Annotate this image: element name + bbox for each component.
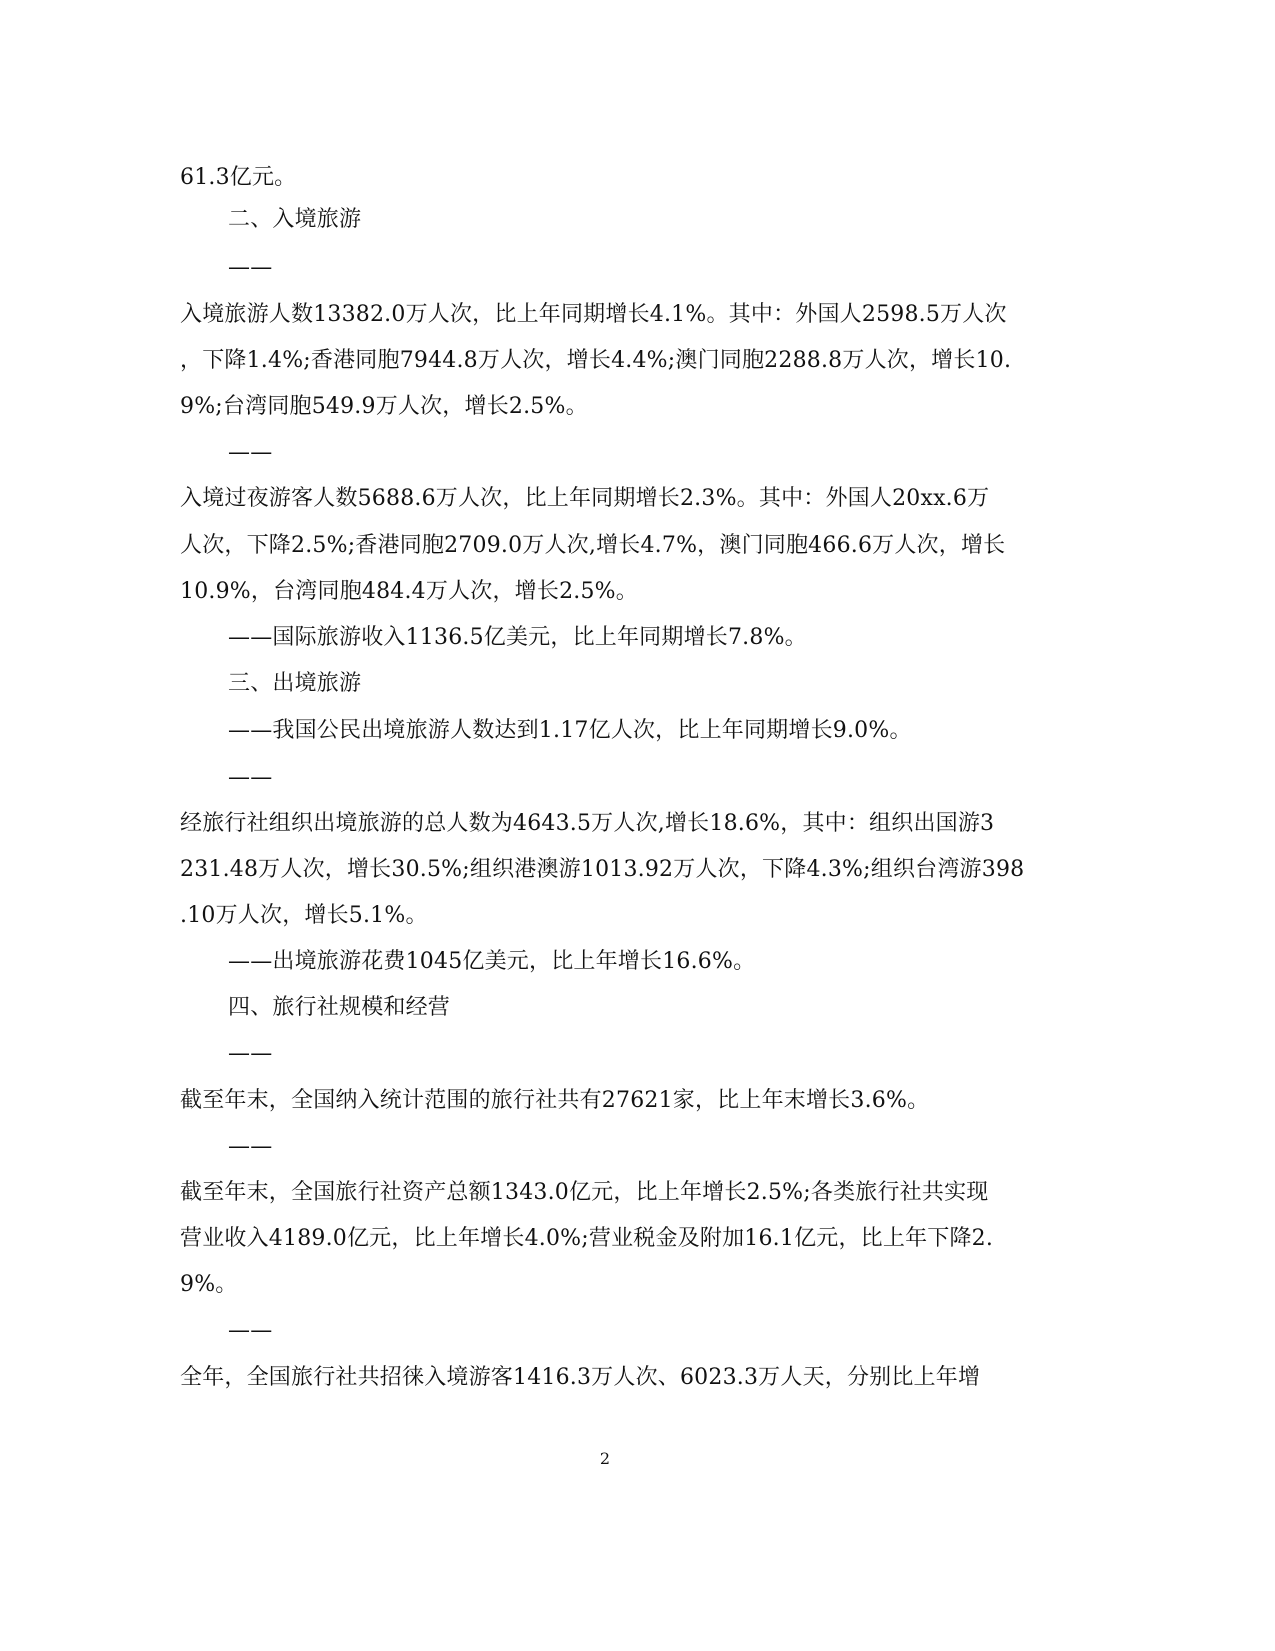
paragraph-line: 截至年末，全国旅行社资产总额1343.0亿元，比上年增长2.5%;各类旅行社共实现 [180, 1180, 989, 1205]
dash-marker: —— [228, 255, 273, 280]
paragraph-line: ——国际旅游收入1136.5亿美元，比上年同期增长7.8%。 [228, 625, 807, 650]
dash-marker: —— [228, 440, 273, 465]
paragraph-line: 231.48万人次，增长30.5%;组织港澳游1013.92万人次，下降4.3%;组织台湾游398 [180, 857, 1025, 882]
paragraph-line: 人次，下降2.5%;香港同胞2709.0万人次,增长4.7%，澳门同胞466.6万人次，增长 [180, 533, 1006, 558]
paragraph-line: ，下降1.4%;香港同胞7944.8万人次，增长4.4%;澳门同胞2288.8万人次，增长10. [180, 348, 1012, 373]
paragraph-line: 入境过夜游客人数5688.6万人次，比上年同期增长2.3%。其中：外国人20xx.6万 [180, 486, 990, 511]
paragraph-line: .10万人次，增长5.1%。 [180, 903, 428, 928]
section-heading: 三、出境旅游 [228, 671, 362, 696]
paragraph-line: 全年，全国旅行社共招徕入境游客1416.3万人次、6023.3万人天，分别比上年增 [180, 1365, 981, 1390]
dash-marker: —— [228, 1318, 273, 1343]
paragraph-line: ——出境旅游花费1045亿美元，比上年增长16.6%。 [228, 949, 756, 974]
dash-marker: —— [228, 1134, 273, 1159]
dash-marker: —— [228, 765, 273, 790]
paragraph-line: 经旅行社组织出境旅游的总人数为4643.5万人次,增长18.6%，其中：组织出国游3 [180, 811, 995, 836]
page-number: 2 [599, 1449, 611, 1468]
dash-marker: —— [228, 1041, 273, 1066]
paragraph-line: 截至年末，全国纳入统计范围的旅行社共有27621家，比上年末增长3.6%。 [180, 1088, 930, 1113]
paragraph-line: 10.9%，台湾同胞484.4万人次，增长2.5%。 [180, 579, 638, 604]
paragraph-line: 61.3亿元。 [180, 165, 297, 190]
paragraph-line: 9%。 [180, 1272, 238, 1297]
paragraph-line: 营业收入4189.0亿元，比上年增长4.0%;营业税金及附加16.1亿元，比上年下降2. [180, 1226, 994, 1251]
paragraph-line: 9%;台湾同胞549.9万人次，增长2.5%。 [180, 394, 588, 419]
section-heading: 二、入境旅游 [228, 207, 362, 232]
section-heading: 四、旅行社规模和经营 [228, 995, 451, 1020]
paragraph-line: 入境旅游人数13382.0万人次，比上年同期增长4.1%。其中：外国人2598.5万人次 [180, 302, 1007, 327]
paragraph-line: ——我国公民出境旅游人数达到1.17亿人次，比上年同期增长9.0%。 [228, 718, 912, 743]
